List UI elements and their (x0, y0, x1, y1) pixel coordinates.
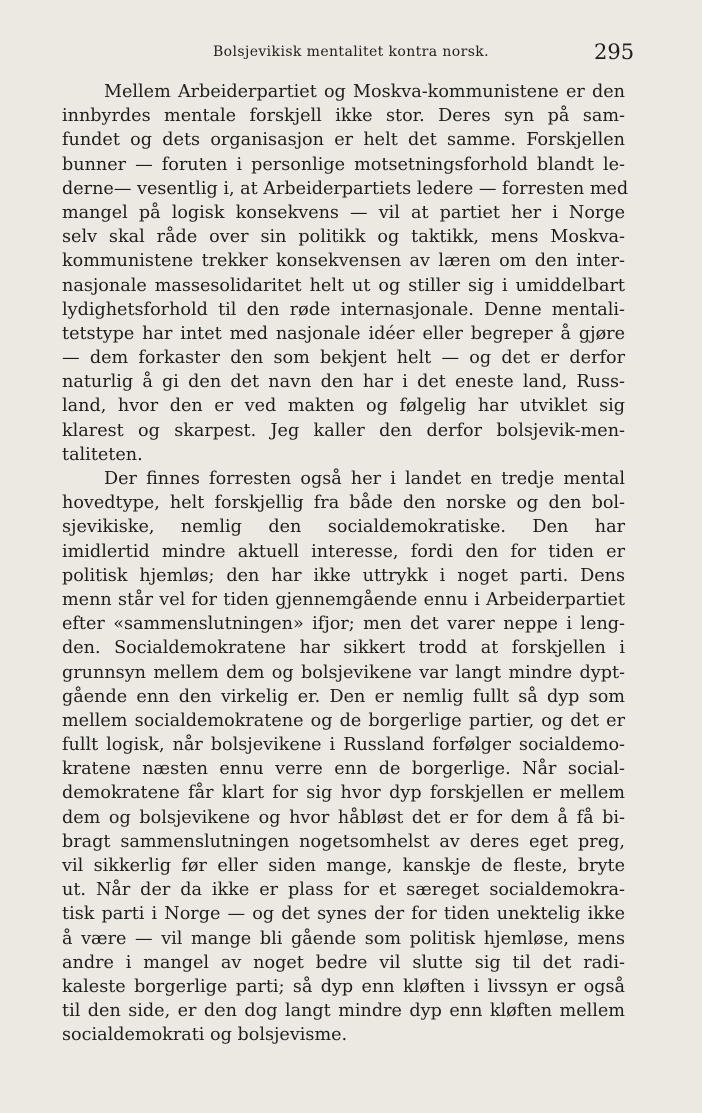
text-line: kaleste borgerlige parti; så dyp enn kløften i livssyn er også (62, 976, 625, 997)
text-line: fundet og dets organisasjon er helt det samme. Forskjellen (62, 130, 625, 151)
text-line: dem og bolsjevikene og hvor håbløst det er for dem å få bi- (62, 807, 625, 828)
text-line: til den side, er den dog langt mindre dyp enn kløften mellem (62, 1001, 625, 1022)
text-line: sjevikiske, nemlig den socialdemokratiske. Den har (62, 517, 625, 538)
text-line: Der finnes forresten også her i landet en tredje mental (104, 469, 625, 489)
paragraph-1 (62, 80, 629, 467)
text-line: selv skal råde over sin politikk og taktikk, mens Moskva- (62, 227, 625, 248)
text-line: mellem socialdemokratene og de borgerlige partier, og det er (62, 710, 625, 731)
text-line: kommunistene trekker konsekvensen av læren om den inter- (62, 251, 625, 272)
text-line: innbyrdes mentale forskjell ikke stor. Deres syn på sam- (62, 106, 625, 127)
text-line: Mellem Arbeiderpartiet og Moskva-kommunistene er den (104, 82, 625, 102)
text-line: bragt sammenslutningen nogetsomhelst av deres eget preg, (62, 831, 625, 852)
text-line: hovedtype, helt forskjellig fra både den norske og den bol- (62, 493, 625, 514)
text-line: mangel på logisk konsekvens — vil at partiet her i Norge (62, 202, 625, 223)
text-line: derne— vesentlig i, at Arbeiderpartiets ledere — forresten med (62, 178, 629, 199)
text-line: andre i mangel av noget bedre vil slutte sig til det radi- (62, 952, 625, 973)
text-line: socialdemokrati og bolsjevisme. (62, 1025, 348, 1046)
body-text (62, 80, 629, 1048)
text-line: lydighetsforhold til den røde internasjonale. Denne mentali- (62, 299, 625, 320)
text-line: — dem forkaster den som bekjent helt — og det er derfor (62, 348, 625, 369)
text-line: kratene næsten ennu verre enn de borgerlige. Når social- (62, 759, 625, 780)
text-line: ut. Når der da ikke er plass for et særeget socialdemokra- (62, 880, 625, 901)
text-line: klarest og skarpest. Jeg kaller den derfor bolsjevik-men- (62, 420, 625, 441)
text-line: tetstype har intet med nasjonale idéer eller begreper å gjøre (62, 323, 625, 344)
paragraph-2 (62, 467, 625, 1048)
text-line: vil sikkerlig før eller siden mange, kanskje de fleste, bryte (62, 856, 625, 876)
text-line: imidlertid mindre aktuell interesse, fordi den for tiden er (62, 541, 625, 562)
text-line: nasjonale massesolidaritet helt ut og stiller sig i umiddelbart (62, 275, 625, 296)
text-line: den. Socialdemokratene har sikkert trodd at forskjellen i (62, 638, 625, 659)
text-line: efter «sammenslutningen» ifjor; men det varer neppe i leng- (62, 614, 625, 635)
text-line: gående enn den virkelig er. Den er nemlig fullt så dyp som (62, 686, 625, 707)
running-title: Bolsjevikisk mentalitet kontra norsk. (212, 44, 490, 60)
text-line: grunnsyn mellem dem og bolsjevikene var langt mindre dypt- (62, 662, 625, 683)
text-line: demokratene får klart for sig hvor dyp forskjellen er mellem (62, 783, 625, 804)
text-line: politisk hjemløs; den har ikke uttrykk i noget parti. Dens (62, 565, 625, 586)
text-line: bunner — foruten i personlige motsetningsforhold blandt le- (62, 154, 625, 175)
text-line: menn står vel for tiden gjennemgående ennu i Arbeiderpartiet (62, 589, 625, 610)
running-head (0, 40, 702, 70)
text-line: taliteten. (62, 444, 143, 465)
page-number: 295 (594, 40, 635, 64)
text-line: å være — vil mange bli gående som politisk hjemløse, mens (62, 928, 625, 949)
text-line: tisk parti i Norge — og det synes der for tiden unektelig ikke (62, 904, 625, 925)
text-line: naturlig å gi den det navn den har i det eneste land, Russ- (62, 372, 625, 393)
text-line: land, hvor den er ved makten og følgelig har utviklet sig (62, 396, 625, 417)
text-line: fullt logisk, når bolsjevikene i Russland forfølger socialdemo- (62, 735, 625, 756)
